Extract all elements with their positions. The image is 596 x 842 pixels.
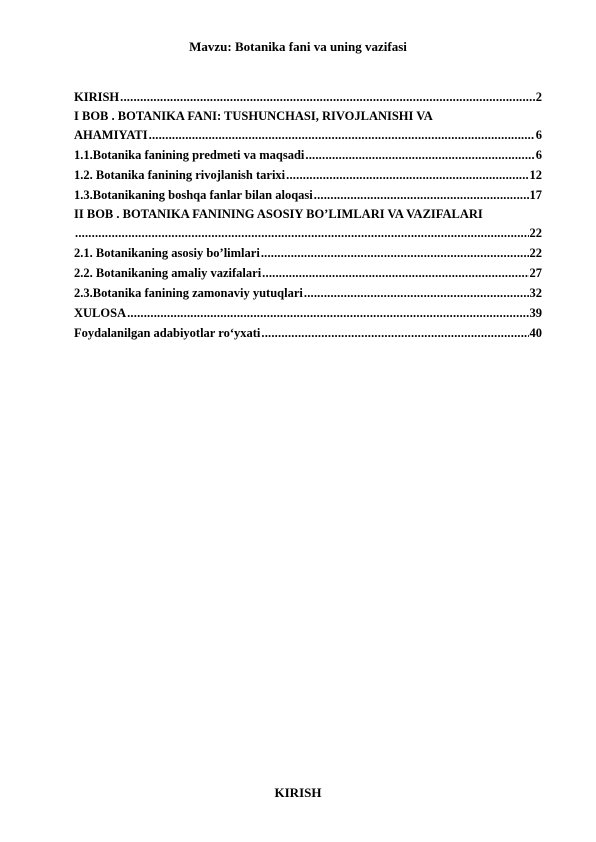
toc-entry-label-line1: I BOB . BOTANIKA FANI: TUSHUNCHASI, RIVOJLANISHI VA — [74, 109, 433, 123]
toc-entry-label: AHAMIYATI — [74, 128, 148, 142]
toc-leader-dots — [261, 243, 529, 263]
toc-page-number: 17 — [529, 188, 542, 202]
toc-page-number: 22 — [529, 226, 542, 240]
toc-leader-dots — [127, 303, 528, 323]
toc-entry-label-line1: II BOB . BOTANIKA FANINING ASOSIY BO’LIMLARI VA VAZIFALARI — [74, 207, 483, 221]
toc-entry-1-3[interactable] — [74, 185, 542, 205]
toc-leader-dots — [75, 223, 529, 243]
toc-entry-2-1[interactable] — [74, 243, 542, 263]
toc-entry-label: 1.2. Botanika fanining rivojlanish tarixi — [74, 168, 286, 182]
toc-entry-1-2[interactable] — [74, 165, 542, 185]
section-heading: KIRISH — [274, 785, 322, 800]
toc-page-number: 12 — [529, 168, 542, 182]
toc-page-number: 27 — [529, 266, 542, 280]
toc-leader-dots — [314, 185, 529, 205]
toc-entry-2-2[interactable] — [74, 263, 542, 283]
toc-page-number: 32 — [529, 286, 542, 300]
toc-leader-dots — [261, 323, 528, 343]
toc-page-number: 40 — [529, 326, 542, 340]
toc-page-number: 39 — [529, 306, 542, 320]
toc-leader-dots — [262, 263, 528, 283]
toc-entry-chapter-2[interactable] — [74, 205, 542, 243]
toc-entry-label: XULOSA — [74, 306, 127, 320]
toc-entry-xulosa[interactable] — [74, 303, 542, 323]
toc-entry-label: 2.3.Botanika fanining zamonaviy yutuqlari — [74, 286, 303, 300]
toc-entry-references[interactable] — [74, 323, 542, 343]
toc-leader-dots — [120, 87, 535, 107]
toc-entry-label: 1.3.Botanikaning boshqa fanlar bilan aloqasi — [74, 188, 313, 202]
toc-leader-dots — [286, 165, 528, 185]
table-of-contents — [74, 87, 542, 343]
toc-leader-dots — [304, 283, 529, 303]
toc-entry-label: 1.1.Botanika fanining predmeti va maqsadi — [74, 148, 305, 162]
toc-page-number: 6 — [535, 128, 542, 142]
toc-entry-label: 2.1. Botanikaning asosiy bo’limlari — [74, 246, 260, 260]
toc-leader-dots — [305, 145, 534, 165]
toc-entry-label: 2.2. Botanikaning amaliy vazifalari — [74, 266, 262, 280]
toc-leader-dots — [149, 125, 535, 145]
toc-entry-chapter-1[interactable] — [74, 107, 542, 145]
document-title: Mavzu: Botanika fani va uning vazifasi — [189, 39, 407, 54]
toc-entry-label: KIRISH — [74, 90, 120, 104]
toc-entry-label: Foydalanilgan adabiyotlar ro‘yxati — [74, 326, 261, 340]
toc-entry-2-3[interactable] — [74, 283, 542, 303]
toc-page-number: 6 — [535, 148, 542, 162]
toc-page-number: 2 — [535, 90, 542, 104]
toc-page-number: 22 — [529, 246, 542, 260]
toc-entry-kirish[interactable] — [74, 87, 542, 107]
toc-entry-1-1[interactable] — [74, 145, 542, 165]
